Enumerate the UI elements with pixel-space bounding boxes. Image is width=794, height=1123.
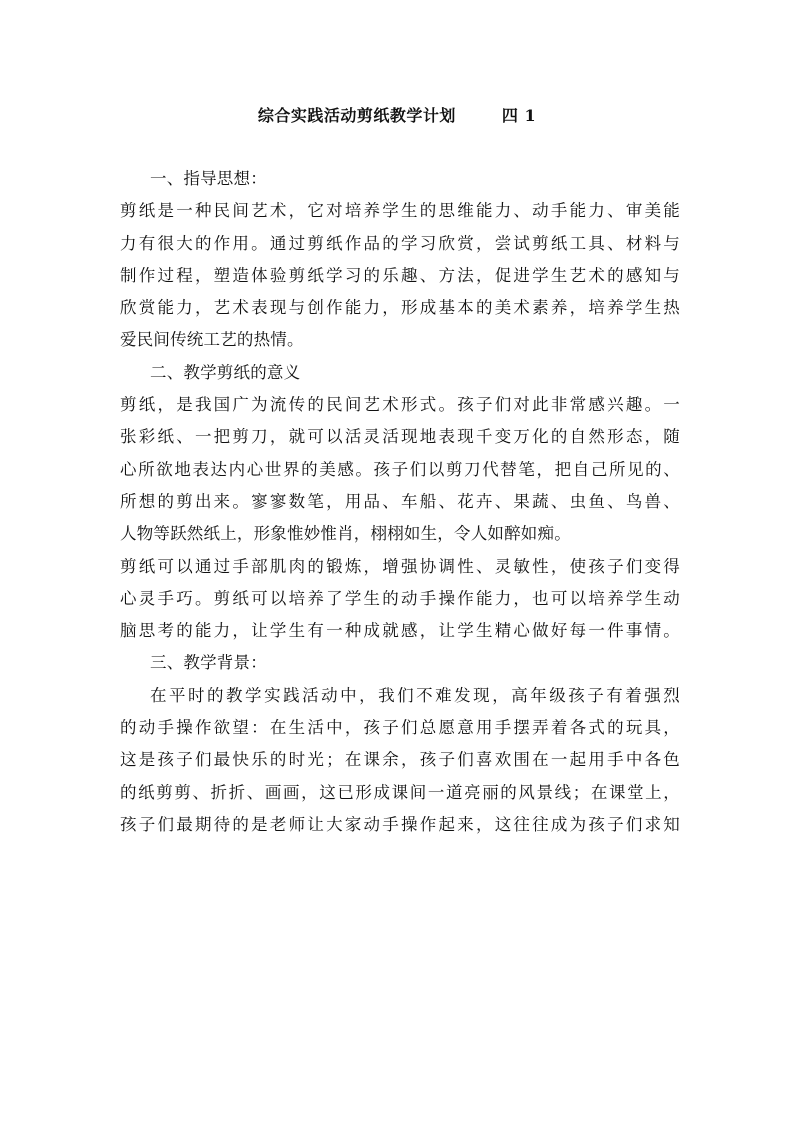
text-line: 三、教学背景： xyxy=(150,653,267,673)
text-line: 心所欲地表达内心世界的美感。孩子们以剪刀代替笔，把自己所见的、 xyxy=(120,459,680,479)
text-line: 孩子们最期待的是老师让大家动手操作起来，这往往成为孩子们求知 xyxy=(120,814,680,834)
text-line: 二、教学剪纸的意义 xyxy=(150,362,301,382)
text-line: 这是孩子们最快乐的时光；在课余，孩子们喜欢围在一起用手中各色 xyxy=(120,750,680,770)
text-line: 的纸剪剪、折折、画画，这已形成课间一道亮丽的风景线；在课堂上， xyxy=(120,782,680,802)
text-line: 剪纸可以通过手部肌肉的锻炼，增强协调性、灵敏性，使孩子们变得 xyxy=(120,556,680,576)
text-line: 剪纸，是我国广为流传的民间艺术形式。孩子们对此非常感兴趣。一 xyxy=(120,395,680,415)
text-line: 剪纸是一种民间艺术，它对培养学生的思维能力、动手能力、审美能 xyxy=(120,201,680,221)
document-title xyxy=(0,104,794,128)
text-line: 张彩纸、一把剪刀，就可以活灵活现地表现千变万化的自然形态，随 xyxy=(120,427,680,447)
title-text: 综合实践活动剪纸教学计划 xyxy=(257,106,456,125)
text-line: 心灵手巧。剪纸可以培养了学生的动手操作能力，也可以培养学生动 xyxy=(120,588,680,608)
title-suffix: 四 1 xyxy=(501,106,537,125)
text-line: 的动手操作欲望：在生活中，孩子们总愿意用手摆弄着各式的玩具， xyxy=(120,718,680,738)
text-line: 一、指导思想： xyxy=(150,169,267,188)
text-line: 欣赏能力，艺术表现与创作能力，形成基本的美术素养，培养学生热 xyxy=(120,298,680,318)
text-line: 在平时的教学实践活动中，我们不难发现，高年级孩子有着强烈 xyxy=(150,685,680,705)
text-line: 爱民间传统工艺的热情。 xyxy=(120,330,304,350)
text-line: 制作过程，塑造体验剪纸学习的乐趣、方法，促进学生艺术的感知与 xyxy=(120,265,680,285)
document-body xyxy=(120,163,680,841)
text-line: 所想的剪出来。寥寥数笔，用品、车船、花卉、果蔬、虫鱼、鸟兽、 xyxy=(120,491,680,511)
text-line: 脑思考的能力，让学生有一种成就感，让学生精心做好每一件事情。 xyxy=(120,621,680,641)
text-line: 人物等跃然纸上，形象惟妙惟肖，栩栩如生，令人如醉如痴。 xyxy=(120,524,571,544)
text-line: 力有很大的作用。通过剪纸作品的学习欣赏，尝试剪纸工具、材料与 xyxy=(120,233,680,253)
